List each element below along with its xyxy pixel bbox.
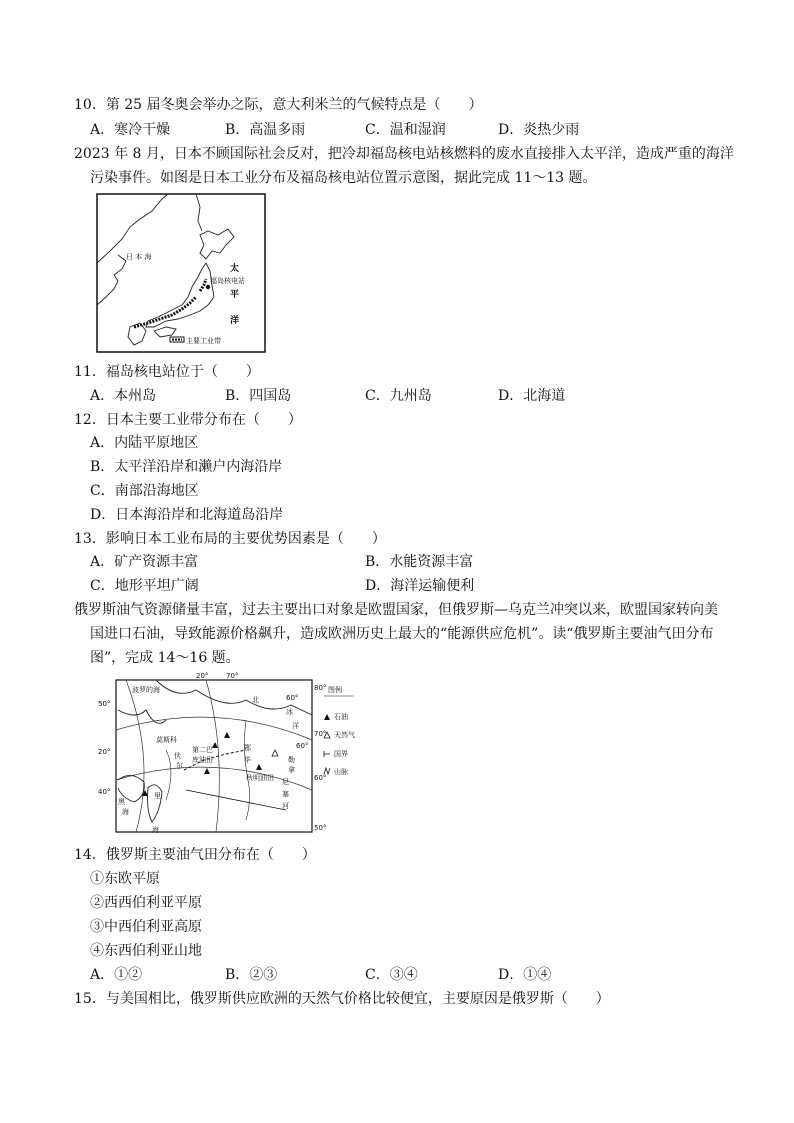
q14-option-c: C．③④ [365,967,418,983]
q14-item-3: ③中西伯利亚高原 [90,919,202,935]
lat-label-40: 40° [98,788,111,796]
legend-oil-label: 石油 [334,713,348,721]
q11-option-a: A．本州岛 [90,388,157,404]
pacific-label-2: 平 [230,290,240,300]
q14-option-d: D．①④ [498,967,552,983]
japan-industry-map [96,193,266,353]
legend-border-icon [324,751,330,757]
sea-of-japan-label: 日 本 海 [126,253,152,261]
q12-option-c: C．南部沿海地区 [90,483,199,499]
q14-stem: 14．俄罗斯主要油气田分布在（ ） [74,847,316,863]
russia-oil-gas-map [96,670,356,836]
legend-title: 图例 [328,686,342,694]
lat-label-60: 60° [296,742,309,750]
legend-belt-label: 主要工业带 [186,337,221,345]
arctic-label-3: 洋 [292,722,299,730]
q10-option-a: A．寒冷干燥 [90,122,171,138]
q11-stem: 11．福岛核电站位于（ ） [74,364,260,380]
legend-gas-label: 天然气 [334,731,355,739]
q14-item-2: ②西西伯利亚平原 [90,895,202,911]
yenisei-label-2: 塞 [282,790,289,798]
arctic-label-1: 北 [252,696,259,704]
pacific-label-1: 太 [230,264,240,274]
q12-option-d: D．日本海沿岸和北海道岛沿岸 [90,507,284,523]
lat-label-50: 50° [314,824,327,832]
q10-option-c: C．温和湿润 [365,122,446,138]
q13-stem: 13．影响日本工业布局的主要优势因素是（ ） [74,531,386,547]
legend-border-label: 国界 [334,750,348,758]
ob-label-2: 毕 [244,756,251,764]
black-sea-label-2: 海 [122,808,129,816]
q10-stem: 10．第 25 届冬奥会举办之际，意大利米兰的气候特点是（ ） [74,97,483,113]
lat-label-80: 80° [314,684,327,692]
q11-option-c: C．九州岛 [365,388,432,404]
q13-option-c: C．地形平坦广阔 [90,578,199,594]
intro1-line2: 污染事件。如图是日本工业分布及福岛核电站位置示意图，据此完成 11～13 题。 [90,170,597,186]
q14-item-1: ①东欧平原 [90,871,160,887]
intro2-line3: 图”，完成 14～16 题。 [90,650,240,666]
fukushima-marker [206,285,210,289]
q12-option-b: B．太平洋沿岸和濑户内海沿岸 [90,459,283,475]
lat-label-60: 60° [286,694,299,702]
q11-option-b: B．四国岛 [225,388,292,404]
lat-label-60: 60° [314,774,327,782]
volga-label-2: 尔 [176,762,183,770]
moscow-label: 莫斯科 [156,736,177,744]
baku-oilfield-label-2: 库油田 [192,756,213,764]
q15-stem: 15．与美国相比，俄罗斯供应欧洲的天然气价格比较便宜，主要原因是俄罗斯（ ） [74,991,610,1007]
arctic-label-2: 冰 [286,708,293,716]
black-sea-label-1: 黑 [118,798,125,806]
baltic-sea-label: 波罗的海 [132,686,160,694]
caspian-label-1: 里 [154,792,161,800]
q11-option-d: D．北海道 [498,388,566,404]
volga-label-1: 伏 [174,752,181,760]
fukushima-label: 福岛核电站 [210,277,245,285]
legend-oil-icon [324,714,330,720]
lena-label-1: 勒 [288,756,295,764]
q14-item-4: ④东西伯利亚山地 [90,943,202,959]
legend-mountain-label: 山脉 [334,768,348,776]
q13-option-d: D．海洋运输便利 [365,578,475,594]
q13-option-b: B．水能资源丰富 [365,554,474,570]
q14-option-b: B．②③ [225,967,278,983]
intro2-line1: 俄罗斯油气资源储量丰富，过去主要出口对象是欧盟国家，但俄罗斯—乌克兰冲突以来，欧盟国家转向美 [74,602,718,618]
lon-label-70: 70° [226,672,239,680]
lena-label-2: 拿 [288,766,295,774]
map-frame [97,194,265,352]
lat-label-20: 20° [98,748,111,756]
q14-option-a: A．①② [90,967,143,983]
q10-option-b: B．高温多雨 [225,122,306,138]
caspian-label-2: 海 [152,826,159,834]
pacific-label-3: 洋 [230,316,240,326]
ob-label-1: 鄂 [244,744,251,752]
q13-option-a: A．矿产资源丰富 [90,554,199,570]
lat-label-70: 70° [314,730,327,738]
lat-label-50: 50° [98,700,111,708]
baku-oilfield-label-1: 第二巴 [192,746,213,754]
q10-option-d: D．炎热少雨 [498,122,580,138]
q12-stem: 12．日本主要工业带分布在（ ） [74,412,302,428]
intro2-line2: 国进口石油，导致能源价格飙升，造成欧洲历史上最大的“能源供应危机”。读“俄罗斯主要油气田分布 [90,626,714,642]
yenisei-label-1: 尼 [282,778,289,786]
tyumen-oilfield-label: 秋明油田 [246,774,274,782]
intro1-line1: 2023 年 8 月，日本不顾国际社会反对，把冷却福岛核电站核燃料的废水直接排入太平洋，造成严重的海洋 [74,146,734,162]
yenisei-label-3: 河 [282,802,289,810]
lon-label-20: 20° [196,672,209,680]
q12-option-a: A．内陆平原地区 [90,435,199,451]
